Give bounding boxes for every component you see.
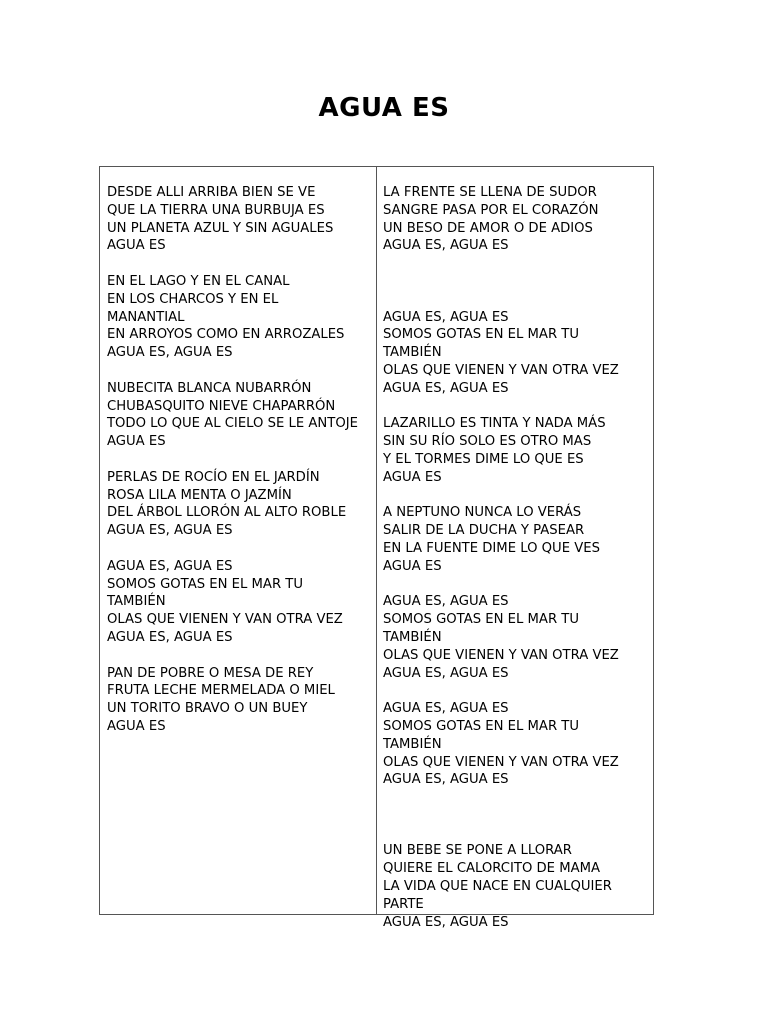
lyric-line: OLAS QUE VIENEN Y VAN OTRA VEZ [107, 612, 343, 628]
lyric-line: SANGRE PASA POR EL CORAZÓN [383, 202, 599, 218]
lyric-line: SIN SU RÍO SOLO ES OTRO MAS [383, 434, 592, 450]
lyric-line: AGUA ES, AGUA ES [107, 558, 233, 574]
lyric-line: SALIR DE LA DUCHA Y PASEAR [383, 523, 585, 539]
stanza-gap [383, 255, 653, 273]
lyric-line: TAMBIÉN [383, 736, 442, 752]
stanza-gap [107, 362, 376, 380]
lyric-line: DEL ÁRBOL LLORÓN AL ALTO ROBLE [107, 505, 347, 521]
lyric-line: UN PLANETA AZUL Y SIN AGUALES [107, 220, 334, 236]
lyric-line: QUIERE EL CALORCITO DE MAMA [383, 861, 601, 877]
lyric-line: SOMOS GOTAS EN EL MAR TU [383, 327, 580, 343]
lyric-line: DESDE ALLI ARRIBA BIEN SE VE [107, 185, 316, 200]
lyric-line: UN BEBE SE PONE A LLORAR [383, 843, 572, 859]
lyrics-table [99, 166, 654, 930]
lyric-line: FRUTA LECHE MERMELADA O MIEL [107, 683, 335, 699]
lyric-line: AGUA ES, AGUA ES [383, 594, 509, 610]
document-title: AGUA ES [318, 93, 450, 123]
stanza-gap [383, 576, 653, 594]
lyric-line: LA VIDA QUE NACE EN CUALQUIER [383, 879, 612, 895]
lyric-line: AGUA ES, AGUA ES [383, 701, 509, 717]
lyric-line: AGUA ES, AGUA ES [107, 629, 233, 645]
right-column [377, 167, 653, 930]
lyric-line: NUBECITA BLANCA NUBARRÓN [107, 380, 312, 396]
lyric-line: ROSA LILA MENTA O JAZMÍN [107, 487, 292, 503]
lyric-line: AGUA ES, AGUA ES [383, 914, 509, 930]
stanza-gap [107, 255, 376, 273]
lyric-line: CHUBASQUITO NIEVE CHAPARRÓN [107, 398, 336, 414]
lyric-line: A NEPTUNO NUNCA LO VERÁS [383, 505, 582, 521]
lyric-line: AGUA ES [383, 469, 442, 485]
left-column [100, 167, 377, 914]
stanza-gap [107, 451, 376, 469]
stanza-gap [107, 540, 376, 558]
lyric-line: LA FRENTE SE LLENA DE SUDOR [383, 185, 597, 200]
lyric-line: Y EL TORMES DIME LO QUE ES [383, 451, 584, 467]
lyric-line: MANANTIAL [107, 309, 185, 325]
lyric-line: TAMBIÉN [107, 594, 166, 610]
lyric-line: AGUA ES, AGUA ES [107, 345, 233, 361]
lyric-line: UN BESO DE AMOR O DE ADIOS [383, 220, 593, 236]
stanza-gap [383, 825, 653, 843]
lyric-line: OLAS QUE VIENEN Y VAN OTRA VEZ [383, 754, 619, 770]
stanza-gap [383, 682, 653, 700]
lyric-line: PERLAS DE ROCÍO EN EL JARDÍN [107, 469, 320, 485]
lyric-line: SOMOS GOTAS EN EL MAR TU [107, 576, 304, 592]
lyric-line: AGUA ES, AGUA ES [383, 309, 509, 325]
stanza-gap [383, 273, 653, 291]
lyric-line: EN EL LAGO Y EN EL CANAL [107, 273, 290, 289]
lyric-line: AGUA ES, AGUA ES [383, 665, 509, 681]
lyric-line: AGUA ES, AGUA ES [383, 772, 509, 788]
lyric-line: EN ARROYOS COMO EN ARROZALES [107, 327, 345, 343]
stanza-gap [383, 789, 653, 807]
lyric-line: TODO LO QUE AL CIELO SE LE ANTOJE [107, 416, 358, 432]
lyric-line: SOMOS GOTAS EN EL MAR TU [383, 612, 580, 628]
lyric-line: AGUA ES [107, 718, 166, 734]
lyric-line: PARTE [383, 896, 424, 912]
lyric-line: LAZARILLO ES TINTA Y NADA MÁS [383, 416, 606, 432]
lyric-line: QUE LA TIERRA UNA BURBUJA ES [107, 202, 325, 218]
lyric-line: OLAS QUE VIENEN Y VAN OTRA VEZ [383, 647, 619, 663]
lyric-line: SOMOS GOTAS EN EL MAR TU [383, 718, 580, 734]
lyric-line: AGUA ES [383, 558, 442, 574]
lyric-line: TAMBIÉN [383, 629, 442, 645]
lyric-line: EN LOS CHARCOS Y EN EL [107, 291, 279, 307]
stanza-gap [383, 807, 653, 825]
stanza-gap [383, 291, 653, 309]
lyric-line: TAMBIÉN [383, 345, 442, 361]
stanza-gap [107, 647, 376, 665]
lyric-line: AGUA ES, AGUA ES [383, 380, 509, 396]
lyric-line: AGUA ES, AGUA ES [107, 523, 233, 539]
lyric-line: AGUA ES [107, 434, 166, 450]
lyric-line: OLAS QUE VIENEN Y VAN OTRA VEZ [383, 362, 619, 378]
lyric-line: PAN DE POBRE O MESA DE REY [107, 665, 314, 681]
lyric-line: AGUA ES, AGUA ES [383, 238, 509, 254]
lyric-line: EN LA FUENTE DIME LO QUE VES [383, 540, 600, 556]
stanza-gap [383, 398, 653, 416]
lyric-line: AGUA ES [107, 238, 166, 254]
stanza-gap [383, 487, 653, 505]
lyric-line: UN TORITO BRAVO O UN BUEY [107, 701, 308, 717]
